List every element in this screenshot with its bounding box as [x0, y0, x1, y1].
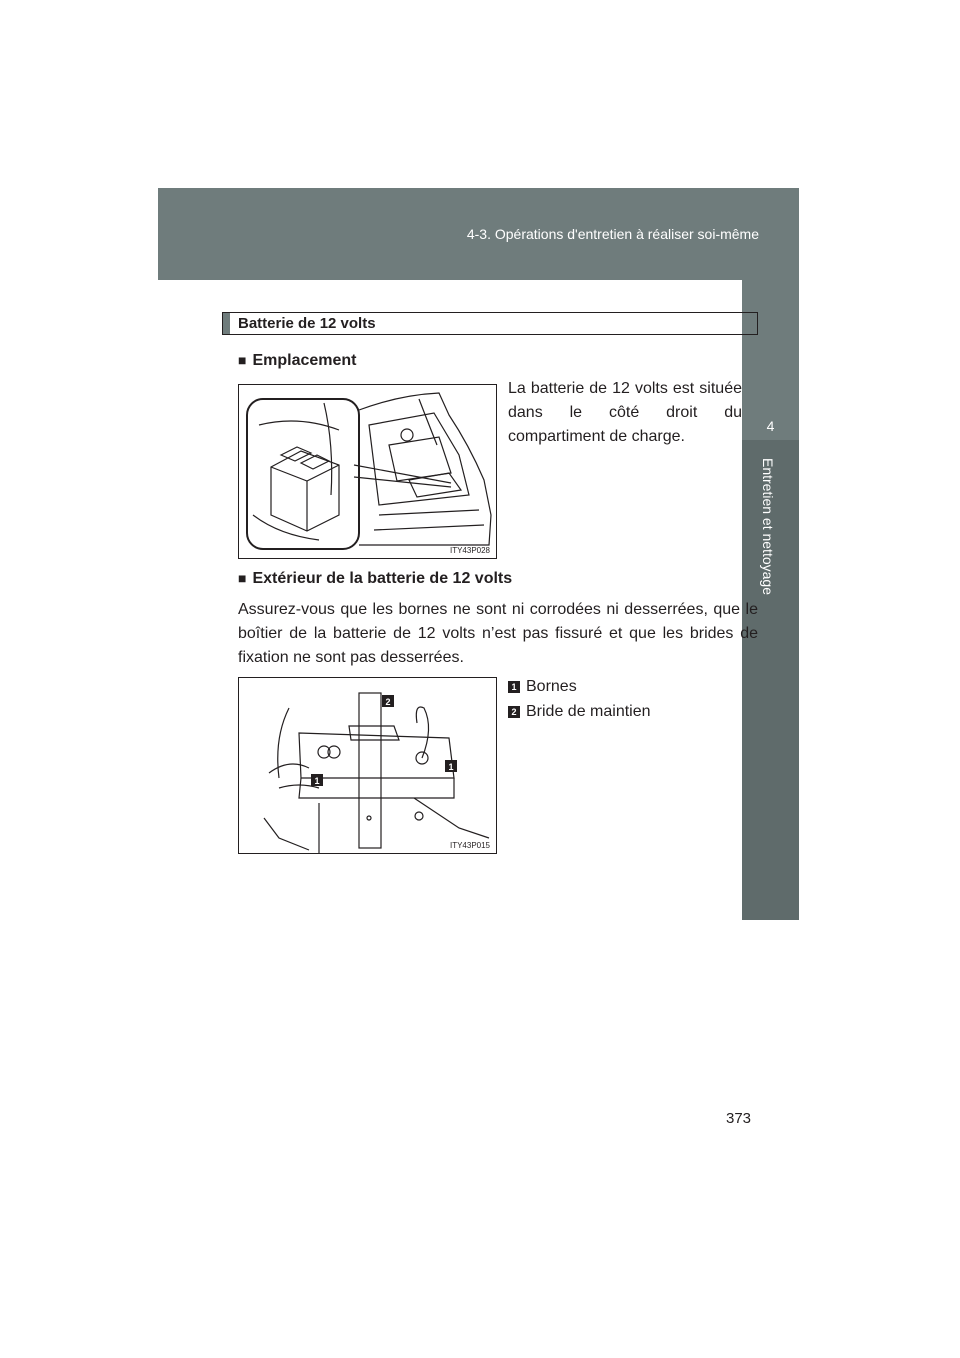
battery-location-figure: [238, 384, 497, 559]
chapter-side-block: [742, 440, 799, 920]
svg-text:1: 1: [448, 762, 454, 772]
exterieur-heading: [238, 570, 512, 588]
emplacement-heading: [238, 352, 357, 370]
legend-label: Bride de maintien: [526, 703, 651, 720]
section-title: 4-3. Opérations d'entretien à réaliser soi-même: [466, 226, 759, 242]
legend-marker: 2: [508, 706, 520, 718]
svg-text:1: 1: [314, 776, 320, 786]
section-heading-bar: [223, 313, 230, 334]
chapter-label: Entretien et nettoyage: [760, 458, 776, 595]
exterieur-text: Assurez-vous que les bornes ne sont ni corrodées ni desserrées, que le boîtier de la batterie de 12 volts n’est pas fissuré et que les brides de fixation ne sont pas desserrées.: [238, 601, 758, 666]
legend-item: [508, 678, 577, 696]
bullet-square-icon: ■: [238, 352, 247, 368]
bullet-square-icon: ■: [238, 570, 247, 586]
chapter-header: [158, 188, 799, 280]
section-heading-text: Batterie de 12 volts: [238, 315, 376, 332]
page-number: 373: [726, 1110, 752, 1127]
battery-exterior-figure: [238, 677, 497, 854]
chapter-number: 4: [766, 418, 775, 434]
car-cargo-illustration: [239, 385, 496, 558]
legend-label: Bornes: [526, 678, 577, 695]
emplacement-text: La batterie de 12 volts est située dans le côté droit du compartiment de charge.: [508, 380, 742, 445]
emplacement-heading-text: Emplacement: [252, 352, 357, 369]
legend-marker: 1: [508, 681, 520, 693]
svg-text:2: 2: [385, 697, 391, 707]
battery-terminals-illustration: [239, 678, 496, 853]
legend-item: [508, 703, 651, 721]
figure-code: ITY43P015: [449, 841, 490, 850]
exterieur-heading-text: Extérieur de la batterie de 12 volts: [252, 570, 513, 587]
figure-code: ITY43P028: [449, 546, 490, 555]
chapter-label-wrap: [756, 458, 786, 738]
section-heading: [222, 312, 758, 335]
